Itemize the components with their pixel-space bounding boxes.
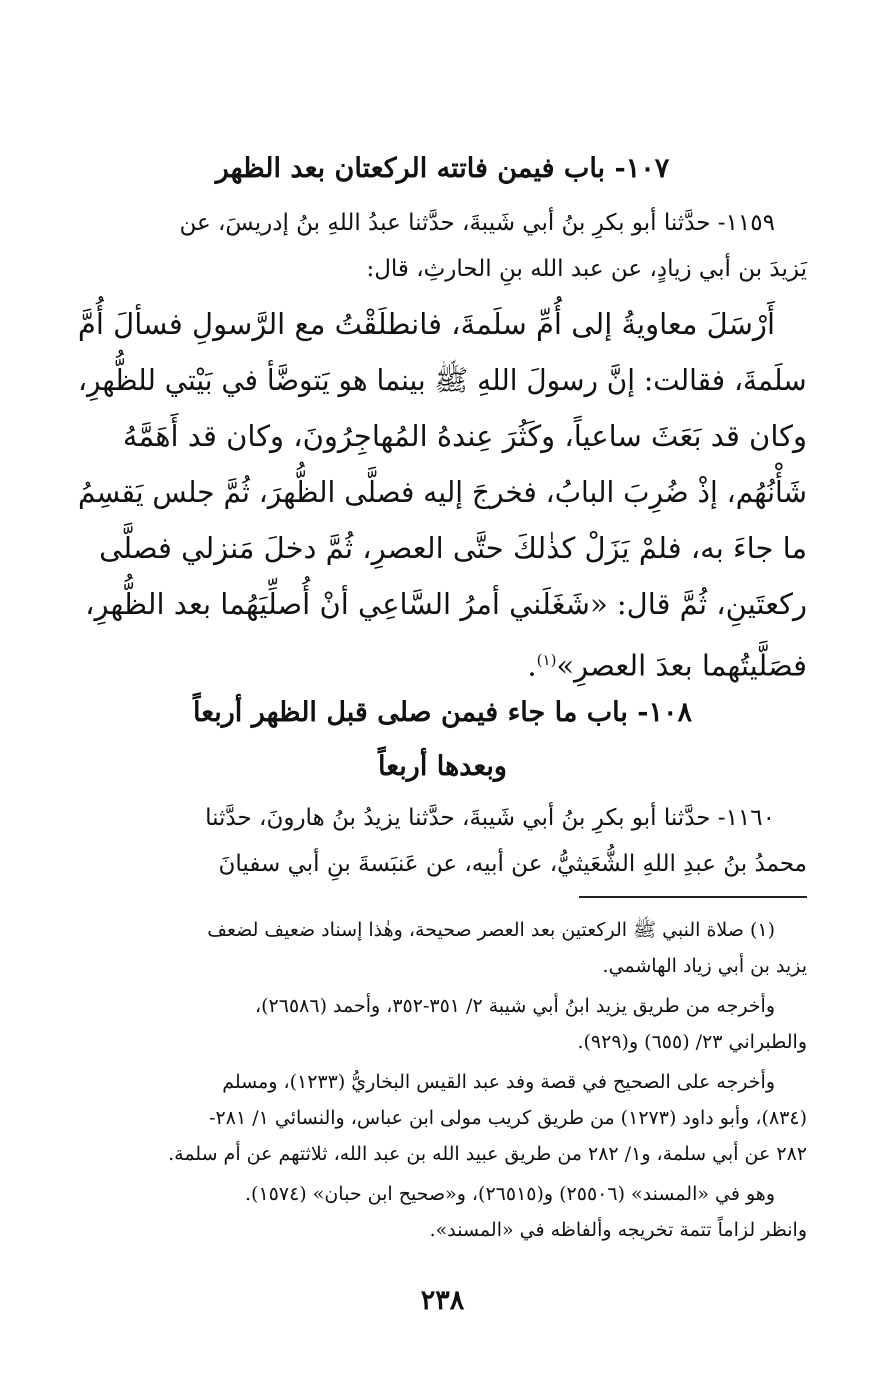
footnote-line: وانظر لزاماً تتمة تخريجه وألفاظه في «المسند».	[429, 1219, 807, 1241]
chapter-107-heading: ١٠٧- باب فيمن فاتته الركعتان بعد الظهر	[215, 153, 670, 184]
chapter-108-title-line1: ١٠٨- باب ما جاء فيمن صلى قبل الظهر أربعاً	[193, 697, 692, 728]
footnote-takhrij-1	[78, 988, 807, 1060]
chapter-108-heading	[78, 686, 807, 794]
footnote-takhrij-2	[78, 1064, 807, 1172]
end-mark: .	[527, 648, 537, 683]
footnote-marker: (١)	[536, 651, 557, 669]
hadith-1159-matn	[78, 296, 807, 694]
matn-line: ما جاءَ به، فلمْ يَزَلْ كذٰلكَ حتَّى العصرِ، ثُمَّ دخلَ مَنزلي فصلَّى	[99, 531, 807, 565]
footnote-divider	[579, 896, 807, 898]
matn-line: سلَمةَ، فقالت: إنَّ رسولَ اللهِ ﷺ بينما هو يَتوضَّأ في بَيْتي للظُّهرِ،	[78, 363, 807, 397]
footnote-1	[78, 912, 807, 984]
page-number: ٢٣٨	[420, 1285, 465, 1316]
hadith-1160-isnad	[78, 795, 807, 887]
isnad-line: يَزيدَ بن أبي زيادٍ، عن عبد الله بنِ الحارثِ، قال:	[366, 256, 807, 282]
footnote-line: وأخرجه من طريق يزيد ابنُ أبي شيبة ٢/ ٣٥١-٣٥٢، وأحمد (٢٦٥٨٦)،	[254, 995, 775, 1017]
matn-line-last	[78, 632, 807, 694]
matn-final-text: فصَلَّيتُهما بعدَ العصرِ»	[556, 648, 807, 683]
footnotes	[78, 912, 807, 1252]
footnote-line: ٢٨٢ عن أبي سلمة، و١/ ٢٨٢ من طريق عبيد الله بن عبد الله، ثلاثتهم عن أم سلمة.	[168, 1143, 807, 1165]
footnote-line: وهو في «المسند» (٢٥٥٠٦) و(٢٦٥١٥)، و«صحيح ابن حبان» (١٥٧٤).	[245, 1183, 775, 1205]
book-page	[78, 0, 807, 1383]
isnad-line: ١١٦٠- حدَّثنا أبو بكرِ بنُ أبي شَيبةَ، حدَّثنا يزيدُ بنُ هارونَ، حدَّثنا	[205, 805, 775, 831]
matn-line: ركعتَينِ، ثُمَّ قال: «شَغَلَني أمرُ السَّاعِي أنْ أُصلِّيَهُما بعد الظُّهرِ،	[85, 587, 807, 621]
isnad-line: محمدُ بنُ عبدِ اللهِ الشُّعَيثيُّ، عن أبيه، عن عَنبَسةَ بنِ أبي سفيانَ	[218, 851, 807, 877]
footnote-takhrij-3	[78, 1176, 807, 1248]
footnote-line: والطبراني ٢٣/ (٦٥٥) و(٩٢٩).	[577, 1031, 807, 1053]
footnote-line: (٨٣٤)، وأبو داود (١٢٧٣) من طريق كريب مولى ابن عباس، والنسائي ١/ ٢٨١-	[209, 1107, 807, 1129]
isnad-line: ١١٥٩- حدَّثنا أبو بكرِ بنُ أبي شَيبةَ، حدَّثنا عبدُ اللهِ بنُ إدريسَ، عن	[179, 210, 775, 236]
matn-line: شَأْنُهُم، إذْ ضُرِبَ البابُ، فخرجَ إليه فصلَّى الظُّهرَ، ثُمَّ جلس يَقسِمُ	[78, 475, 807, 509]
hadith-1159-isnad	[78, 200, 807, 292]
footnote-line: يزيد بن أبي زياد الهاشمي.	[602, 955, 807, 977]
chapter-108-title-line2: وبعدها أربعاً	[378, 751, 507, 782]
footnote-line: (١) صلاة النبي ﷺ الركعتين بعد العصر صحيحة، وهٰذا إسناد ضعيف لضعف	[207, 919, 775, 941]
matn-line: أَرْسَلَ معاويةُ إلى أُمِّ سلَمةَ، فانطلَقْتُ مع الرَّسولِ فسألَ أُمَّ	[77, 307, 775, 341]
footnote-line: وأخرجه على الصحيح في قصة وفد عبد القيس البخاريُّ (١٢٣٣)، ومسلم	[222, 1071, 775, 1093]
matn-line: وكان قد بَعَثَ ساعياً، وكَثُرَ عِندهُ المُهاجِرُونَ، وكان قد أَهَمَّهُ	[122, 419, 807, 453]
